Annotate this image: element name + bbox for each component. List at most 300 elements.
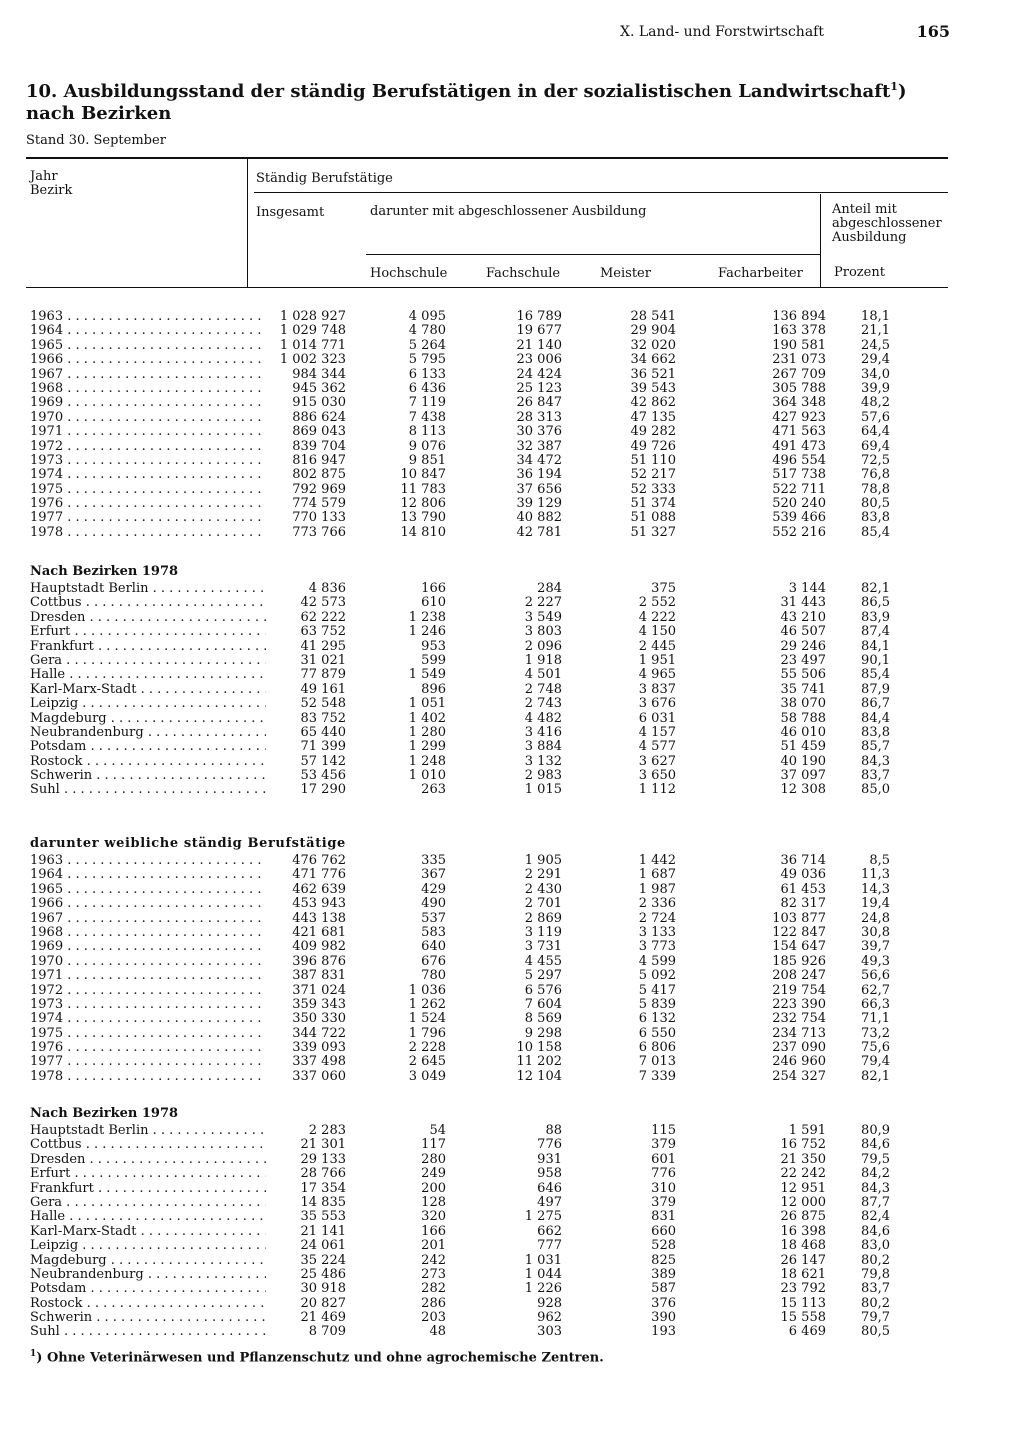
cell-insgesamt: 77 879: [300, 667, 346, 683]
cell-insgesamt: 35 224: [300, 1252, 346, 1268]
cell-insgesamt: 8 709: [308, 1324, 346, 1340]
block-years-female: [26, 854, 948, 1084]
table-row: [26, 625, 948, 639]
row-label: Neubrandenburg . . .: [30, 726, 266, 740]
cell-fachschule: 776: [537, 1137, 562, 1153]
cell-fachschule: 3 416: [524, 724, 562, 740]
row-label: 1978 . . .: [30, 526, 266, 540]
cell-insgesamt: 984 344: [292, 366, 346, 382]
cell-meister: 2 552: [638, 595, 676, 611]
cell-facharbeiter: 35 741: [780, 681, 826, 697]
cell-meister: 4 150: [638, 624, 676, 640]
cell-facharbeiter: 552 216: [772, 524, 826, 540]
cell-facharbeiter: 471 563: [772, 424, 826, 440]
cell-facharbeiter: 22 242: [780, 1166, 826, 1182]
cell-meister: 4 599: [638, 953, 676, 969]
cell-facharbeiter: 1 591: [788, 1123, 826, 1138]
cell-hochschule: 7 119: [408, 395, 446, 411]
cell-insgesamt: 17 354: [300, 1180, 346, 1196]
cell-hochschule: 320: [421, 1209, 446, 1225]
cell-facharbeiter: 520 240: [772, 496, 826, 512]
cell-meister: 34 662: [630, 352, 676, 368]
cell-hochschule: 200: [421, 1180, 446, 1196]
cell-meister: 29 904: [630, 323, 676, 339]
table-row: [26, 1138, 948, 1152]
title-footnote-mark: 1: [890, 80, 898, 93]
cell-hochschule: 1 299: [408, 739, 446, 755]
cell-prozent: 76,8: [861, 467, 890, 483]
cell-prozent: 87,9: [861, 681, 890, 697]
table-row: [26, 611, 948, 625]
cell-insgesamt: 443 138: [292, 910, 346, 926]
cell-hochschule: 610: [421, 595, 446, 611]
cell-prozent: 82,1: [861, 581, 890, 596]
cell-fachschule: 931: [537, 1151, 562, 1167]
cell-hochschule: 1 262: [408, 996, 446, 1012]
cell-prozent: 30,8: [861, 924, 890, 940]
cell-facharbeiter: 190 581: [772, 337, 826, 353]
cell-facharbeiter: 185 926: [772, 953, 826, 969]
cell-prozent: 8,5: [869, 853, 890, 868]
row-label: 1965 . . .: [30, 883, 266, 897]
header-subgroup-rule: [366, 254, 820, 255]
title-main: 10. Ausbildungsstand der ständig Berufstätigen in der sozialistischen Landwirtschaft: [26, 81, 891, 102]
cell-hochschule: 490: [421, 896, 446, 912]
cell-prozent: 75,6: [861, 1040, 890, 1056]
table-row: [26, 1225, 948, 1239]
cell-prozent: 57,6: [861, 409, 890, 425]
row-label: Cottbus . . .: [30, 596, 266, 610]
cell-meister: 6 806: [638, 1040, 676, 1056]
table-row: [26, 1210, 948, 1224]
cell-facharbeiter: 43 210: [780, 609, 826, 625]
cell-fachschule: 26 847: [516, 395, 562, 411]
cell-hochschule: 676: [421, 953, 446, 969]
cell-fachschule: 284: [537, 581, 562, 596]
cell-insgesamt: 869 043: [292, 424, 346, 440]
cell-hochschule: 8 113: [408, 424, 446, 440]
cell-insgesamt: 41 295: [300, 638, 346, 654]
cell-prozent: 62,7: [861, 982, 890, 998]
cell-meister: 4 577: [638, 739, 676, 755]
chapter-title: X. Land- und Forstwirtschaft: [620, 24, 824, 40]
cell-meister: 831: [651, 1209, 676, 1225]
cell-facharbeiter: 31 443: [780, 595, 826, 611]
row-label: Hauptstadt Berlin . . .: [30, 1124, 266, 1138]
cell-meister: 5 417: [638, 982, 676, 998]
cell-prozent: 48,2: [861, 395, 890, 411]
header-group: Ständig Berufstätige: [256, 171, 393, 186]
cell-fachschule: 962: [537, 1310, 562, 1326]
cell-meister: 7 013: [638, 1054, 676, 1070]
row-label: Erfurt . . .: [30, 1167, 266, 1181]
cell-meister: 51 088: [630, 510, 676, 526]
cell-facharbeiter: 491 473: [772, 438, 826, 454]
row-label: 1975 . . .: [30, 1027, 266, 1041]
table-row: [26, 1070, 948, 1084]
cell-fachschule: 28 313: [516, 409, 562, 425]
cell-facharbeiter: 522 711: [772, 481, 826, 497]
cell-meister: 2 445: [638, 638, 676, 654]
cell-insgesamt: 25 486: [300, 1266, 346, 1282]
row-label: 1964 . . .: [30, 324, 266, 338]
table-row: [26, 468, 948, 482]
cell-insgesamt: 65 440: [300, 724, 346, 740]
cell-hochschule: 14 810: [400, 524, 446, 540]
row-label: 1970 . . .: [30, 955, 266, 969]
cell-insgesamt: 21 301: [300, 1137, 346, 1153]
cell-fachschule: 6 576: [524, 982, 562, 998]
row-label: Frankfurt . . .: [30, 1182, 266, 1196]
cell-meister: 49 282: [630, 424, 676, 440]
cell-meister: 4 222: [638, 609, 676, 625]
cell-hochschule: 583: [421, 924, 446, 940]
cell-insgesamt: 31 021: [300, 652, 346, 668]
cell-facharbeiter: 49 036: [780, 867, 826, 883]
cell-facharbeiter: 12 951: [780, 1180, 826, 1196]
cell-meister: 4 157: [638, 724, 676, 740]
cell-prozent: 11,3: [861, 867, 890, 883]
cell-facharbeiter: 21 350: [780, 1151, 826, 1167]
header-anteil: Anteil mit abgeschlossener Ausbildung: [832, 202, 942, 245]
cell-prozent: 84,6: [861, 1137, 890, 1153]
cell-fachschule: 3 731: [524, 939, 562, 955]
cell-fachschule: 1 275: [524, 1209, 562, 1225]
cell-hochschule: 780: [421, 968, 446, 984]
cell-insgesamt: 371 024: [292, 982, 346, 998]
row-label: 1978 . . .: [30, 1070, 266, 1084]
header-group-rule: [254, 192, 948, 193]
cell-prozent: 19,4: [861, 896, 890, 912]
cell-meister: 5 839: [638, 996, 676, 1012]
cell-hochschule: 1 402: [408, 710, 446, 726]
cell-fachschule: 32 387: [516, 438, 562, 454]
cell-prozent: 86,7: [861, 696, 890, 712]
cell-facharbeiter: 37 097: [780, 768, 826, 784]
cell-prozent: 18,1: [861, 309, 890, 324]
table-row: [26, 497, 948, 511]
cell-hochschule: 3 049: [408, 1068, 446, 1084]
cell-facharbeiter: 3 144: [788, 581, 826, 596]
header-bottom-rule: [26, 287, 948, 288]
cell-fachschule: 24 424: [516, 366, 562, 382]
table-row: [26, 454, 948, 468]
table-row: [26, 425, 948, 439]
title-close: ): [897, 81, 907, 102]
cell-meister: 193: [651, 1324, 676, 1340]
row-label: 1974 . . .: [30, 468, 266, 482]
reference-date: Stand 30. September: [26, 133, 166, 148]
cell-facharbeiter: 15 558: [780, 1310, 826, 1326]
cell-insgesamt: 816 947: [292, 452, 346, 468]
cell-hochschule: 166: [421, 581, 446, 596]
cell-fachschule: 1 015: [524, 782, 562, 798]
table-row: [26, 483, 948, 497]
cell-meister: 390: [651, 1310, 676, 1326]
cell-facharbeiter: 23 497: [780, 652, 826, 668]
cell-hochschule: 1 246: [408, 624, 446, 640]
cell-fachschule: 23 006: [516, 352, 562, 368]
cell-insgesamt: 57 142: [300, 753, 346, 769]
cell-hochschule: 201: [421, 1238, 446, 1254]
cell-prozent: 85,4: [861, 667, 890, 683]
cell-prozent: 84,2: [861, 1166, 890, 1182]
cell-prozent: 64,4: [861, 424, 890, 440]
table-row: [26, 755, 948, 769]
cell-insgesamt: 29 133: [300, 1151, 346, 1167]
header-darunter: darunter mit abgeschlossener Ausbildung: [370, 204, 647, 219]
row-label: 1965 . . .: [30, 339, 266, 353]
cell-prozent: 86,5: [861, 595, 890, 611]
row-label: 1966 . . .: [30, 897, 266, 911]
cell-prozent: 69,4: [861, 438, 890, 454]
table-row: [26, 740, 948, 754]
header-facharbeiter: Facharbeiter: [718, 266, 803, 281]
row-label: 1972 . . .: [30, 440, 266, 454]
cell-facharbeiter: 103 877: [772, 910, 826, 926]
row-label: Dresden . . .: [30, 1153, 266, 1167]
cell-facharbeiter: 364 348: [772, 395, 826, 411]
section-title-female: darunter weibliche ständig Berufstätige: [30, 836, 346, 851]
header-divider-anteil: [820, 194, 821, 287]
table-row: [26, 697, 948, 711]
cell-prozent: 79,7: [861, 1310, 890, 1326]
cell-fachschule: 3 803: [524, 624, 562, 640]
cell-insgesamt: 1 002 323: [279, 352, 346, 368]
header-prozent: Prozent: [834, 265, 885, 280]
cell-fachschule: 777: [537, 1238, 562, 1254]
table-row: [26, 1041, 948, 1055]
row-label: 1966 . . .: [30, 353, 266, 367]
cell-fachschule: 928: [537, 1295, 562, 1311]
cell-meister: 47 135: [630, 409, 676, 425]
cell-prozent: 71,1: [861, 1011, 890, 1027]
cell-fachschule: 7 604: [524, 996, 562, 1012]
cell-hochschule: 537: [421, 910, 446, 926]
cell-fachschule: 4 501: [524, 667, 562, 683]
cell-hochschule: 12 806: [400, 496, 446, 512]
table-row: [26, 511, 948, 525]
cell-prozent: 80,2: [861, 1252, 890, 1268]
header-divider-stub: [247, 159, 248, 287]
row-label: Suhl . . .: [30, 1325, 266, 1339]
cell-facharbeiter: 237 090: [772, 1040, 826, 1056]
cell-prozent: 49,3: [861, 953, 890, 969]
cell-prozent: 39,9: [861, 380, 890, 396]
table-row: [26, 411, 948, 425]
cell-fachschule: 4 482: [524, 710, 562, 726]
cell-hochschule: 1 796: [408, 1025, 446, 1041]
cell-insgesamt: 17 290: [300, 782, 346, 798]
cell-prozent: 84,6: [861, 1223, 890, 1239]
cell-facharbeiter: 517 738: [772, 467, 826, 483]
cell-facharbeiter: 231 073: [772, 352, 826, 368]
table-row: [26, 1268, 948, 1282]
cell-fachschule: 3 132: [524, 753, 562, 769]
cell-prozent: 83,8: [861, 724, 890, 740]
cell-facharbeiter: 305 788: [772, 380, 826, 396]
cell-facharbeiter: 12 308: [780, 782, 826, 798]
cell-fachschule: 497: [537, 1194, 562, 1210]
cell-hochschule: 282: [421, 1281, 446, 1297]
cell-hochschule: 640: [421, 939, 446, 955]
row-label: 1969 . . .: [30, 940, 266, 954]
cell-fachschule: 2 227: [524, 595, 562, 611]
cell-meister: 36 521: [630, 366, 676, 382]
cell-fachschule: 662: [537, 1223, 562, 1239]
cell-insgesamt: 337 498: [292, 1054, 346, 1070]
footnote-mark: 1: [30, 1349, 37, 1359]
cell-hochschule: 6 133: [408, 366, 446, 382]
cell-prozent: 80,2: [861, 1295, 890, 1311]
cell-meister: 776: [651, 1166, 676, 1182]
cell-insgesamt: 24 061: [300, 1238, 346, 1254]
cell-insgesamt: 839 704: [292, 438, 346, 454]
cell-prozent: 83,7: [861, 1281, 890, 1297]
header-stub: Jahr Bezirk: [30, 169, 73, 198]
row-label: Hauptstadt Berlin . . .: [30, 582, 266, 596]
table-row: [26, 440, 948, 454]
table-row: [26, 1055, 948, 1069]
cell-fachschule: 8 569: [524, 1011, 562, 1027]
row-label: 1973 . . .: [30, 454, 266, 468]
row-label: Schwerin . . .: [30, 1311, 266, 1325]
table-row: [26, 368, 948, 382]
cell-fachschule: 2 096: [524, 638, 562, 654]
cell-facharbeiter: 55 506: [780, 667, 826, 683]
table-row: [26, 353, 948, 367]
cell-prozent: 79,5: [861, 1151, 890, 1167]
cell-facharbeiter: 539 466: [772, 510, 826, 526]
cell-hochschule: 1 051: [408, 696, 446, 712]
cell-facharbeiter: 6 469: [788, 1324, 826, 1340]
table-row: [26, 883, 948, 897]
cell-prozent: 39,7: [861, 939, 890, 955]
cell-fachschule: 4 455: [524, 953, 562, 969]
cell-fachschule: 42 781: [516, 524, 562, 540]
cell-prozent: 14,3: [861, 881, 890, 897]
cell-facharbeiter: 496 554: [772, 452, 826, 468]
cell-meister: 587: [651, 1281, 676, 1297]
cell-hochschule: 599: [421, 652, 446, 668]
section-title-bezirke-all: Nach Bezirken 1978: [30, 564, 179, 579]
cell-hochschule: 367: [421, 867, 446, 883]
row-label: 1970 . . .: [30, 411, 266, 425]
cell-meister: 6 550: [638, 1025, 676, 1041]
row-label: 1977 . . .: [30, 511, 266, 525]
row-label: Cottbus . . .: [30, 1138, 266, 1152]
cell-insgesamt: 339 093: [292, 1040, 346, 1056]
cell-fachschule: 303: [537, 1324, 562, 1340]
cell-insgesamt: 52 548: [300, 696, 346, 712]
cell-hochschule: 9 076: [408, 438, 446, 454]
table-row: [26, 940, 948, 954]
row-label: 1974 . . .: [30, 1012, 266, 1026]
cell-insgesamt: 49 161: [300, 681, 346, 697]
cell-fachschule: 37 656: [516, 481, 562, 497]
cell-insgesamt: 773 766: [292, 524, 346, 540]
cell-fachschule: 1 044: [524, 1266, 562, 1282]
cell-hochschule: 286: [421, 1295, 446, 1311]
cell-fachschule: 3 119: [524, 924, 562, 940]
row-label: 1976 . . .: [30, 497, 266, 511]
row-label: Schwerin . . .: [30, 769, 266, 783]
cell-facharbeiter: 16 398: [780, 1223, 826, 1239]
cell-meister: 376: [651, 1295, 676, 1311]
cell-facharbeiter: 208 247: [772, 968, 826, 984]
cell-insgesamt: 21 469: [300, 1310, 346, 1326]
cell-facharbeiter: 223 390: [772, 996, 826, 1012]
cell-hochschule: 117: [421, 1137, 446, 1153]
cell-fachschule: 36 194: [516, 467, 562, 483]
cell-insgesamt: 344 722: [292, 1025, 346, 1041]
cell-hochschule: 166: [421, 1223, 446, 1239]
cell-meister: 4 965: [638, 667, 676, 683]
cell-facharbeiter: 122 847: [772, 924, 826, 940]
cell-meister: 1 112: [638, 782, 676, 798]
cell-fachschule: 3 549: [524, 609, 562, 625]
cell-facharbeiter: 254 327: [772, 1068, 826, 1084]
row-label: Dresden . . .: [30, 611, 266, 625]
cell-insgesamt: 71 399: [300, 739, 346, 755]
cell-insgesamt: 350 330: [292, 1011, 346, 1027]
cell-prozent: 85,0: [861, 782, 890, 798]
cell-facharbeiter: 18 621: [780, 1266, 826, 1282]
row-label: 1968 . . .: [30, 926, 266, 940]
cell-hochschule: 203: [421, 1310, 446, 1326]
header-insgesamt: Insgesamt: [256, 205, 325, 220]
cell-meister: 51 327: [630, 524, 676, 540]
table-row: [26, 769, 948, 783]
cell-fachschule: 958: [537, 1166, 562, 1182]
cell-meister: 7 339: [638, 1068, 676, 1084]
cell-prozent: 83,0: [861, 1238, 890, 1254]
cell-fachschule: 2 701: [524, 896, 562, 912]
row-label: 1967 . . .: [30, 368, 266, 382]
row-label: Gera . . .: [30, 1196, 266, 1210]
block-years-all: [26, 310, 948, 540]
cell-fachschule: 3 884: [524, 739, 562, 755]
cell-fachschule: 2 869: [524, 910, 562, 926]
table-row: [26, 1027, 948, 1041]
cell-meister: 660: [651, 1223, 676, 1239]
cell-insgesamt: 396 876: [292, 953, 346, 969]
cell-fachschule: 2 748: [524, 681, 562, 697]
cell-insgesamt: 471 776: [292, 867, 346, 883]
table-row: [26, 396, 948, 410]
cell-meister: 375: [651, 581, 676, 596]
row-label: Magdeburg . . .: [30, 1254, 266, 1268]
cell-meister: 3 773: [638, 939, 676, 955]
section-title-bezirke-female: Nach Bezirken 1978: [30, 1106, 179, 1121]
cell-meister: 3 627: [638, 753, 676, 769]
cell-facharbeiter: 29 246: [780, 638, 826, 654]
table-row: [26, 712, 948, 726]
cell-meister: 2 336: [638, 896, 676, 912]
cell-hochschule: 11 783: [400, 481, 446, 497]
cell-meister: 2 724: [638, 910, 676, 926]
table-row: [26, 526, 948, 540]
row-label: Halle . . .: [30, 1210, 266, 1224]
cell-insgesamt: 4 836: [308, 581, 346, 596]
cell-hochschule: 249: [421, 1166, 446, 1182]
cell-prozent: 87,4: [861, 624, 890, 640]
cell-hochschule: 54: [429, 1123, 446, 1138]
cell-insgesamt: 770 133: [292, 510, 346, 526]
table-row: [26, 640, 948, 654]
cell-fachschule: 1 031: [524, 1252, 562, 1268]
cell-facharbeiter: 234 713: [772, 1025, 826, 1041]
